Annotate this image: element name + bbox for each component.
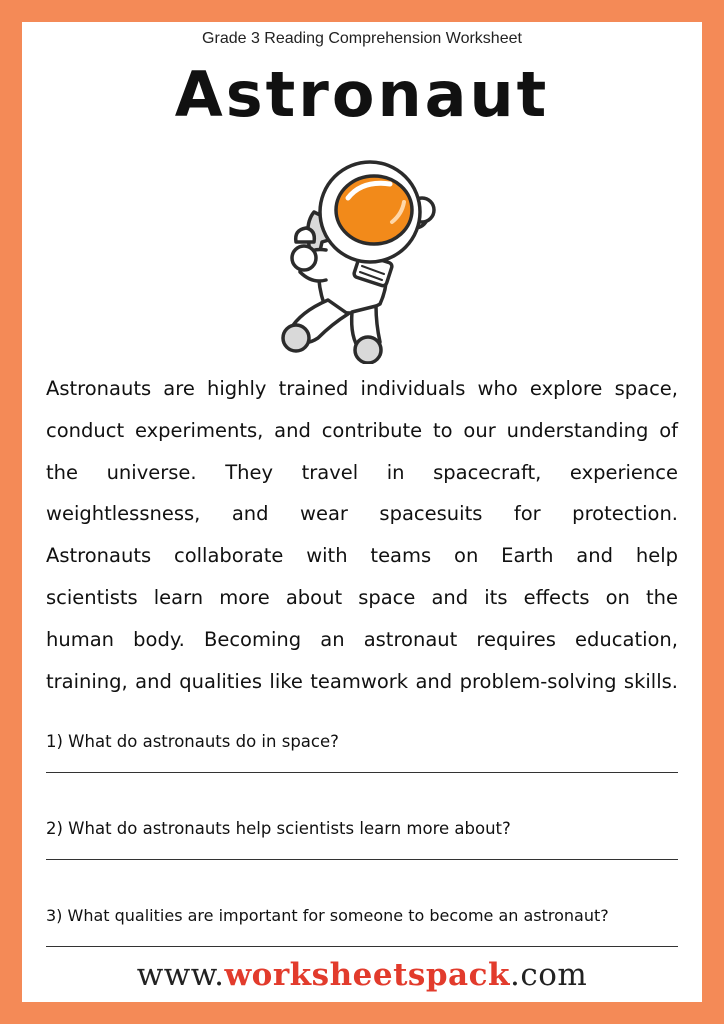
footer-website[interactable] <box>22 957 702 993</box>
answer-line-2[interactable] <box>46 859 678 860</box>
passage-line: scientists learn more about space and its effects on the <box>46 585 678 609</box>
passage-line: conduct experiments, and contribute to our understanding of <box>46 418 678 442</box>
passage-line: Astronauts are highly trained individuals who explore space, <box>46 377 678 400</box>
page-title: Astronaut <box>174 58 550 131</box>
answer-line-1[interactable] <box>46 772 678 773</box>
passage-line: human body. Becoming an astronaut requires education, <box>46 627 678 651</box>
worksheet-subtitle: Grade 3 Reading Comprehension Worksheet <box>202 30 522 47</box>
answer-line-3[interactable] <box>46 946 678 947</box>
footer-suffix: .com <box>510 957 588 993</box>
question-1: 1) What do astronauts do in space? <box>46 732 339 751</box>
question-2: 2) What do astronauts help scientists learn more about? <box>46 819 511 838</box>
passage-line: Astronauts collaborate with teams on Earth and help <box>46 544 678 568</box>
worksheet-page <box>22 22 702 1002</box>
passage-line: the universe. They travel in spacecraft, experience <box>46 460 678 484</box>
passage-line: weightlessness, and wear spacesuits for protection. <box>46 502 678 526</box>
question-3: 3) What qualities are important for someone to become an astronaut? <box>46 906 609 925</box>
footer-brand: worksheetspack <box>224 957 510 993</box>
footer-prefix: www. <box>136 957 225 993</box>
passage-line: training, and qualities like teamwork and problem-solving skills. <box>46 669 678 693</box>
astronaut-icon <box>252 154 452 364</box>
reading-passage <box>46 368 678 702</box>
